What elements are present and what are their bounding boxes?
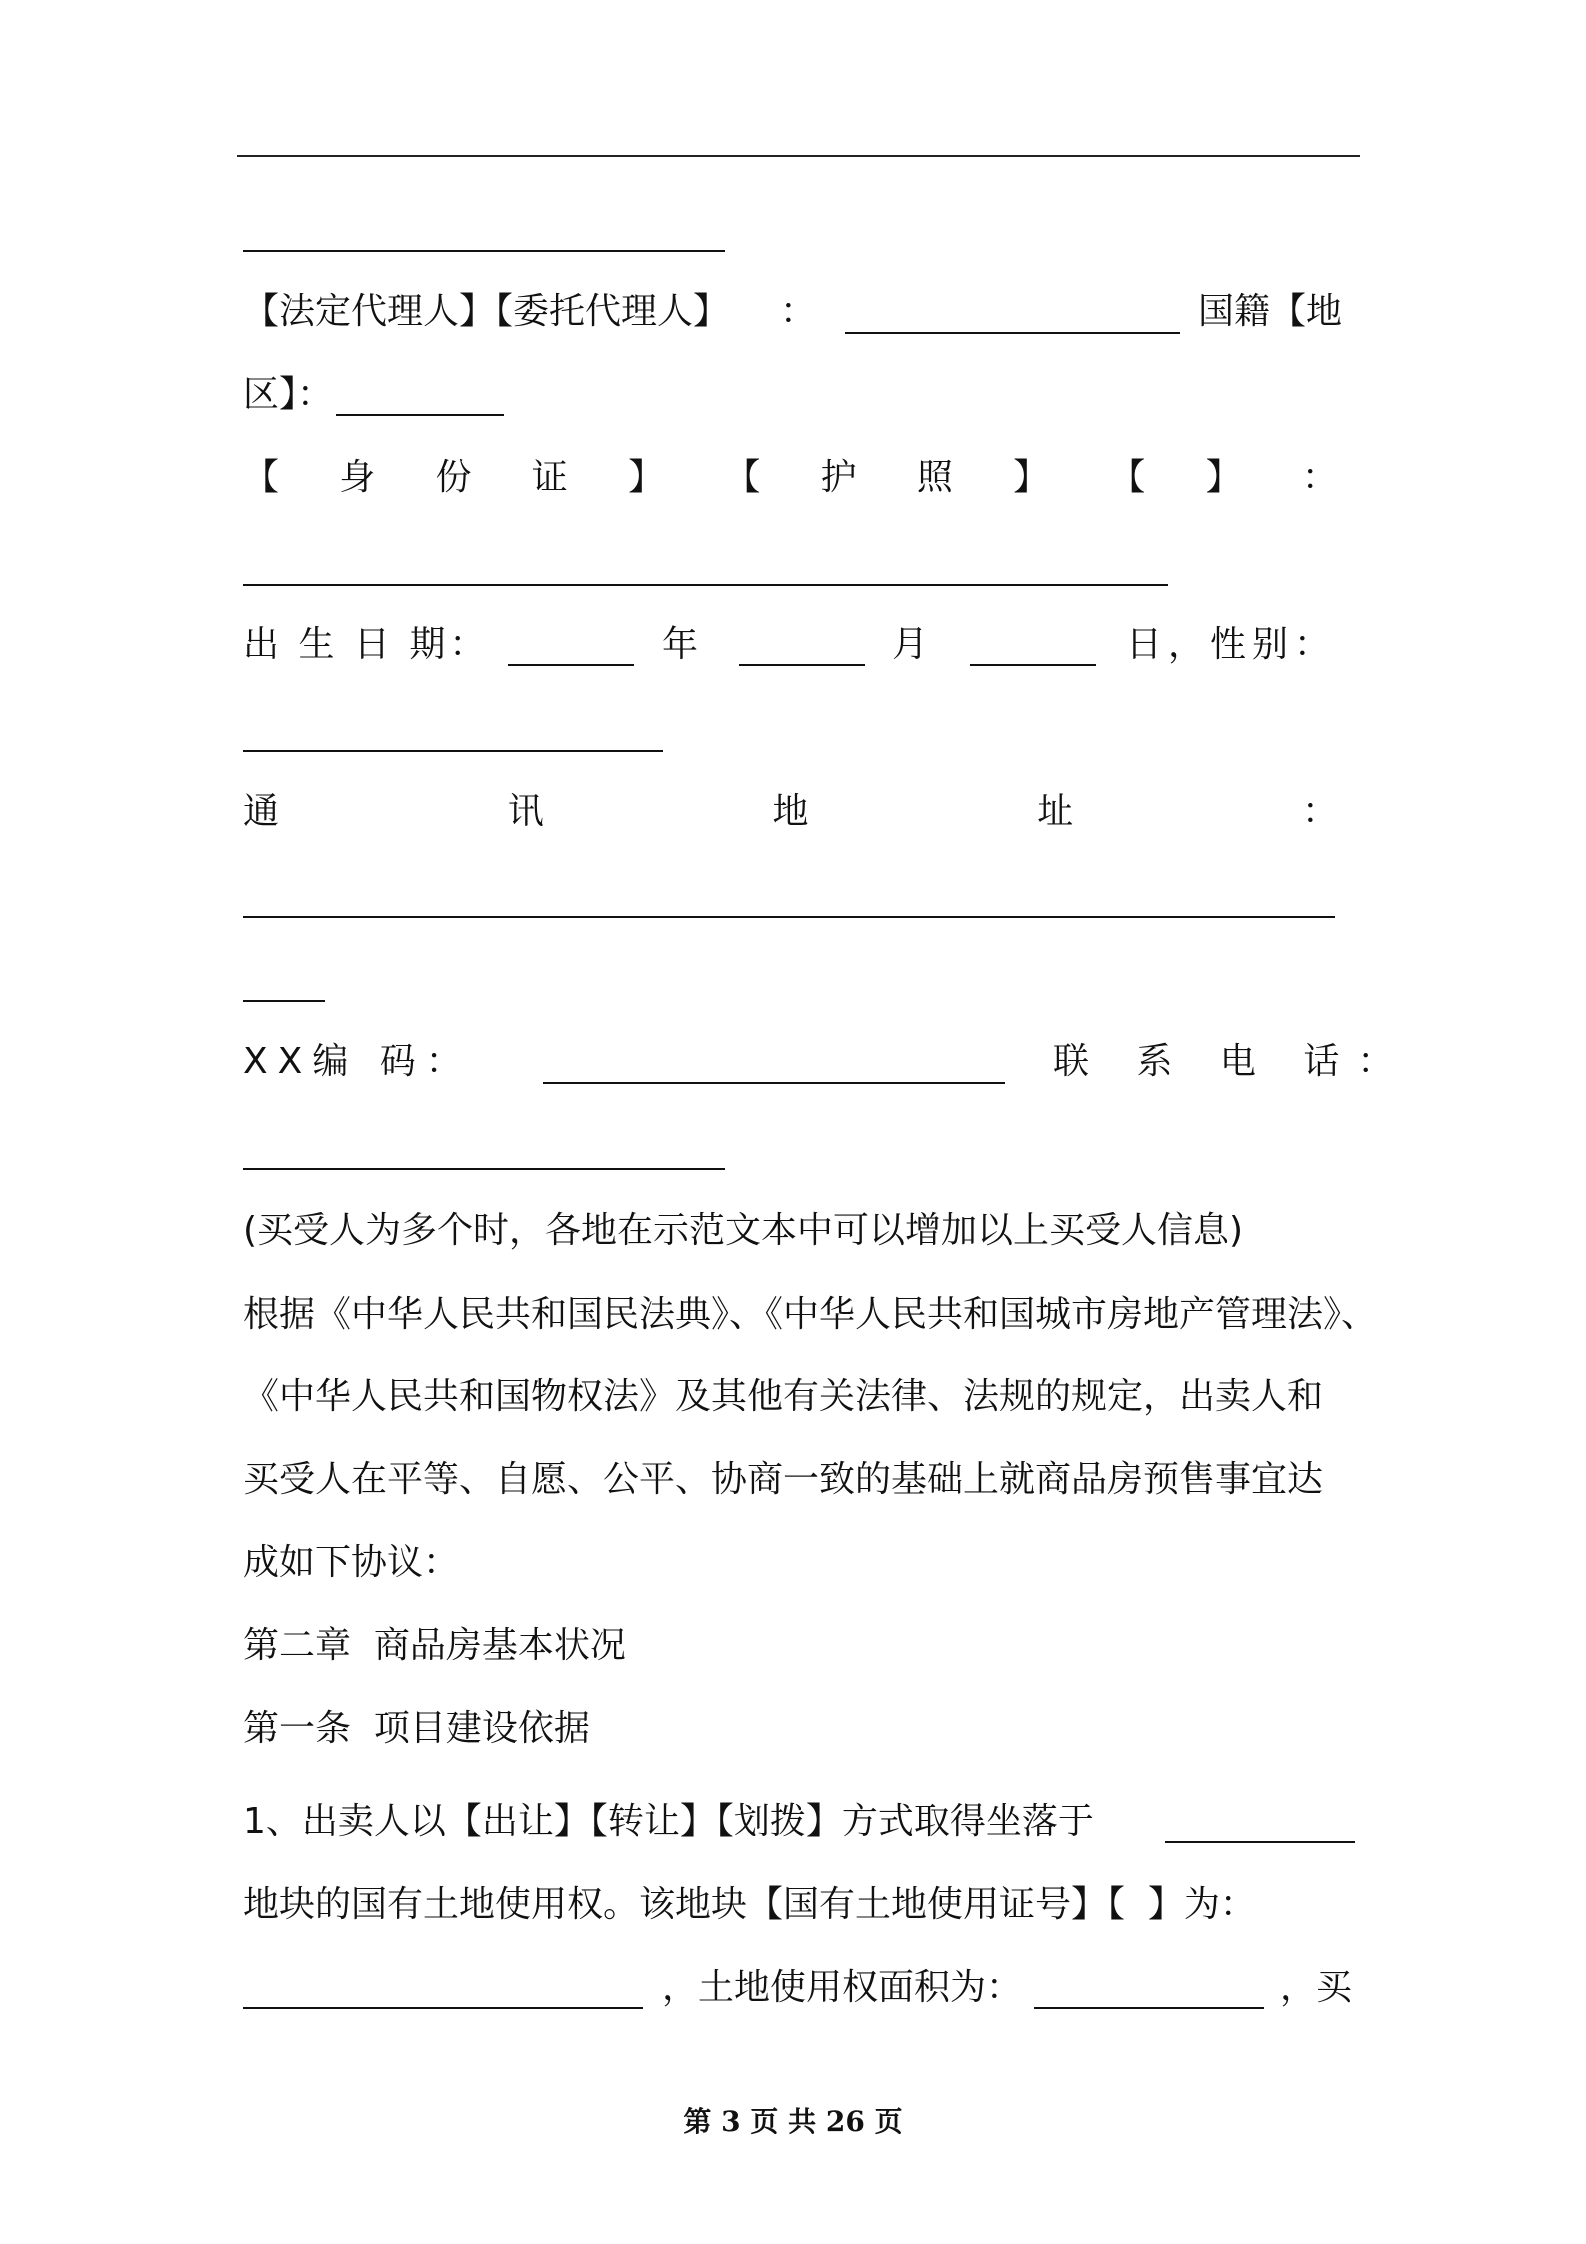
paragraph-line: 成如下协议： xyxy=(243,1542,460,1583)
phone-blank[interactable] xyxy=(243,1168,725,1170)
clause-line: ，土地使用权面积为： xyxy=(662,1967,1023,2008)
id-doc-char: 照 xyxy=(916,457,953,498)
representative-label: 【法定代理人】【委托代理人】 xyxy=(243,291,730,332)
year-label: 年 xyxy=(662,624,699,665)
page-number: 第 3 页 共 26 页 xyxy=(683,2105,903,2138)
id-doc-char: 证 xyxy=(531,457,568,498)
clause-line: ，买 xyxy=(1280,1967,1353,2008)
representative-blank[interactable] xyxy=(845,332,1180,334)
paragraph-line: 根据《中华人民共和国民法典》、《中华人民共和国城市房地产管理法》、 xyxy=(243,1294,1378,1335)
representative-colon: ： xyxy=(780,291,817,332)
birth-day-blank[interactable] xyxy=(970,664,1096,666)
id-doc-char: 【 xyxy=(243,457,280,498)
postcode-label: XX编 码： xyxy=(243,1041,472,1082)
id-doc-char: 身 xyxy=(339,457,376,498)
land-area-blank[interactable] xyxy=(1034,2007,1264,2009)
paragraph-line: 《中华人民共和国物权法》及其他有关法律、法规的规定，出卖人和 xyxy=(243,1376,1324,1417)
location-blank[interactable] xyxy=(1165,1841,1355,1843)
id-number-blank[interactable] xyxy=(243,584,1168,586)
address-row xyxy=(243,792,1338,832)
address-blank[interactable] xyxy=(243,916,1335,918)
id-doc-char: 护 xyxy=(820,457,857,498)
nationality-blank[interactable] xyxy=(336,414,504,416)
id-doc-char: 】 xyxy=(1013,457,1050,498)
address-char: 址 xyxy=(1037,791,1074,832)
day-gender-label: 日，性别： xyxy=(1126,624,1337,665)
land-cert-blank[interactable] xyxy=(243,2007,643,2009)
postcode-blank[interactable] xyxy=(543,1082,1005,1084)
address-blank-cont[interactable] xyxy=(243,1000,325,1002)
id-doc-char: ： xyxy=(1301,457,1338,498)
birth-year-blank[interactable] xyxy=(508,664,634,666)
note-text: (买受人为多个时，各地在示范文本中可以增加以上买受人信息) xyxy=(243,1210,1244,1251)
id-doc-char: 】 xyxy=(628,457,665,498)
id-doc-char: 【 xyxy=(724,457,761,498)
paragraph-line: 买受人在平等、自愿、公平、协商一致的基础上就商品房预售事宜达 xyxy=(243,1459,1324,1500)
header-rule xyxy=(237,155,1360,157)
chapter-heading: 第二章 商品房基本状况 xyxy=(243,1625,626,1666)
address-char: 地 xyxy=(772,791,809,832)
address-char: 通 xyxy=(243,791,280,832)
id-document-row xyxy=(243,458,1338,498)
id-doc-char: 【 xyxy=(1109,457,1146,498)
clause-line: 1、出卖人以【出让】【转让】【划拨】方式取得坐落于 xyxy=(243,1801,1094,1842)
phone-label: 联 系 电 话： xyxy=(1053,1041,1412,1082)
clause-line: 地块的国有土地使用权。该地块【国有土地使用证号】【 】为： xyxy=(243,1884,1256,1925)
address-char: 讯 xyxy=(507,791,544,832)
month-label: 月 xyxy=(892,624,929,665)
id-doc-char: 】 xyxy=(1205,457,1242,498)
birth-date-label: 出 生 日 期： xyxy=(243,624,490,665)
id-doc-char: 份 xyxy=(435,457,472,498)
nationality-label-cont: 区】： xyxy=(243,374,334,415)
gender-blank[interactable] xyxy=(243,750,663,752)
address-char: ： xyxy=(1301,791,1338,832)
birth-month-blank[interactable] xyxy=(739,664,865,666)
nationality-label: 国籍【地 xyxy=(1198,291,1343,332)
article-heading: 第一条 项目建设依据 xyxy=(243,1708,590,1749)
blank-line xyxy=(243,250,725,252)
